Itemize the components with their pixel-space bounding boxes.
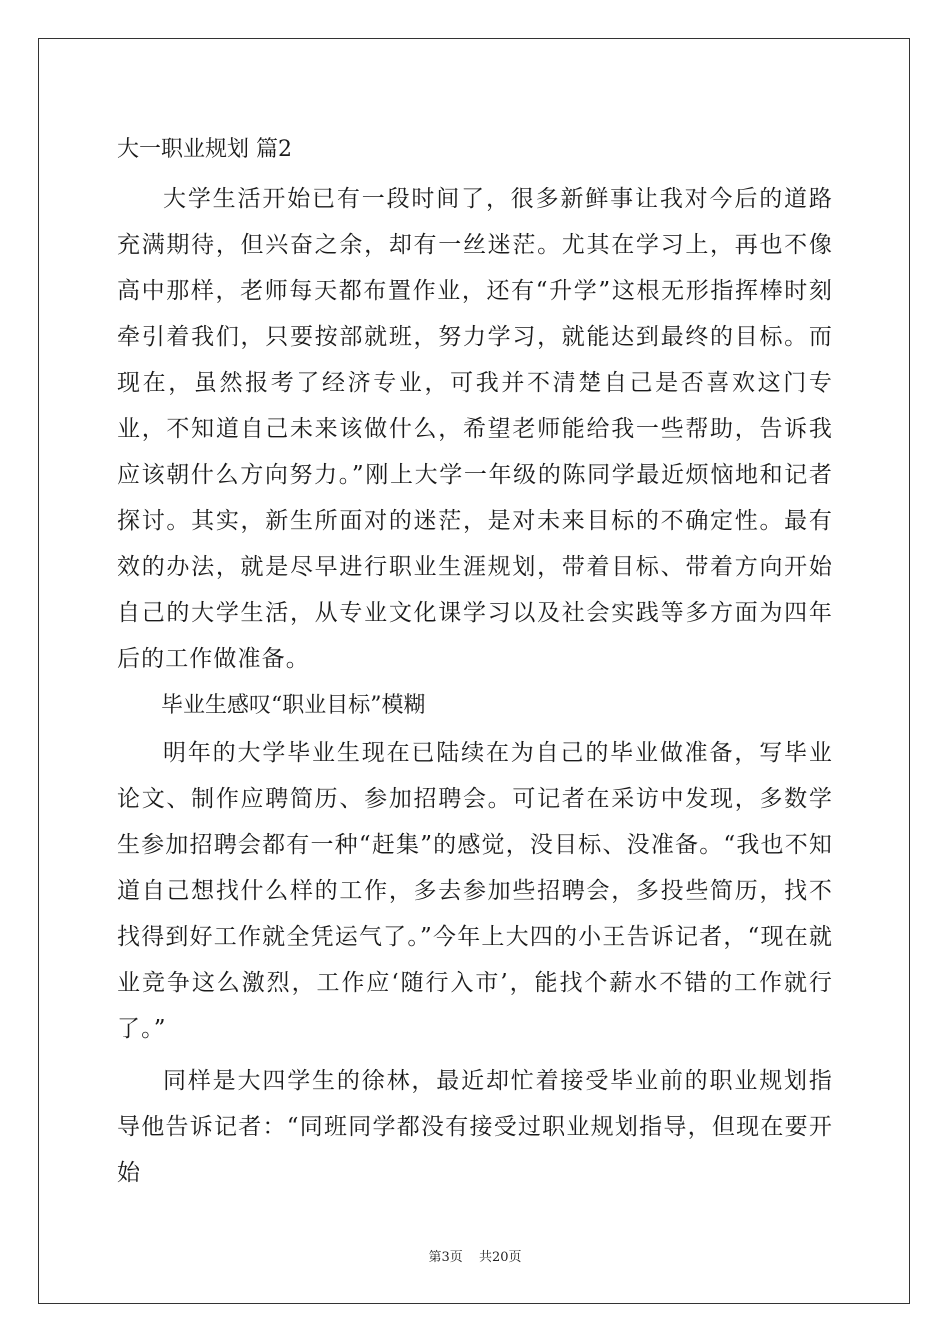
section-heading: 毕业生感叹“职业目标”模糊 — [161, 693, 426, 718]
page-footer — [0, 1246, 950, 1265]
paragraph-1: 大学生活开始已有一段时间了，很多新鲜事让我对今后的道路充满期待，但兴奋之余，却有一丝迷茫。尤其在学习上，再也不像高中那样，老师每天都布置作业，还有“升学”这根无形指挥棒时刻牵引着我们，只要按部就班，努力学习，就能达到最终的目标。而现在，虽然报考了经济专业，可我并不清楚自己是否喜欢这门专业，不知道自己未来该做什么，希望老师能给我一些帮助，告诉我应该朝什么方向努力。”刚上大学一年级的陈同学最近烦恼地和记者探讨。其实，新生所面对的迷茫，是对未来目标的不确定性。最有效的办法，就是尽早进行职业生涯规划，带着目标、带着方向开始自己的大学生活，从专业文化课学习以及社会实践等多方面为四年后的工作做准备。 — [117, 186, 833, 672]
paragraph-2: 明年的大学毕业生现在已陆续在为自己的毕业做准备，写毕业论文、制作应聘简历、参加招聘会。可记者在采访中发现，多数学生参加招聘会都有一种“赶集”的感觉，没目标、没准备。“我也不知道自己想找什么样的工作，多去参加些招聘会，多投些简历，找不找得到好工作就全凭运气了。”今年上大四的小王告诉记者，“现在就业竞争这么激烈，工作应‘随行入市’，能找个薪水不错的工作就行了。” — [117, 740, 833, 1042]
paragraph-3: 同样是大四学生的徐林，最近却忙着接受毕业前的职业规划指导他告诉记者：“同班同学都没有接受过职业规划指导，但现在要开始 — [117, 1068, 833, 1186]
page-number: 第3页 — [428, 1250, 463, 1265]
document-title: 大一职业规划 篇2 — [117, 137, 292, 162]
document-body — [117, 128, 833, 1196]
page-total: 共20页 — [478, 1250, 522, 1265]
